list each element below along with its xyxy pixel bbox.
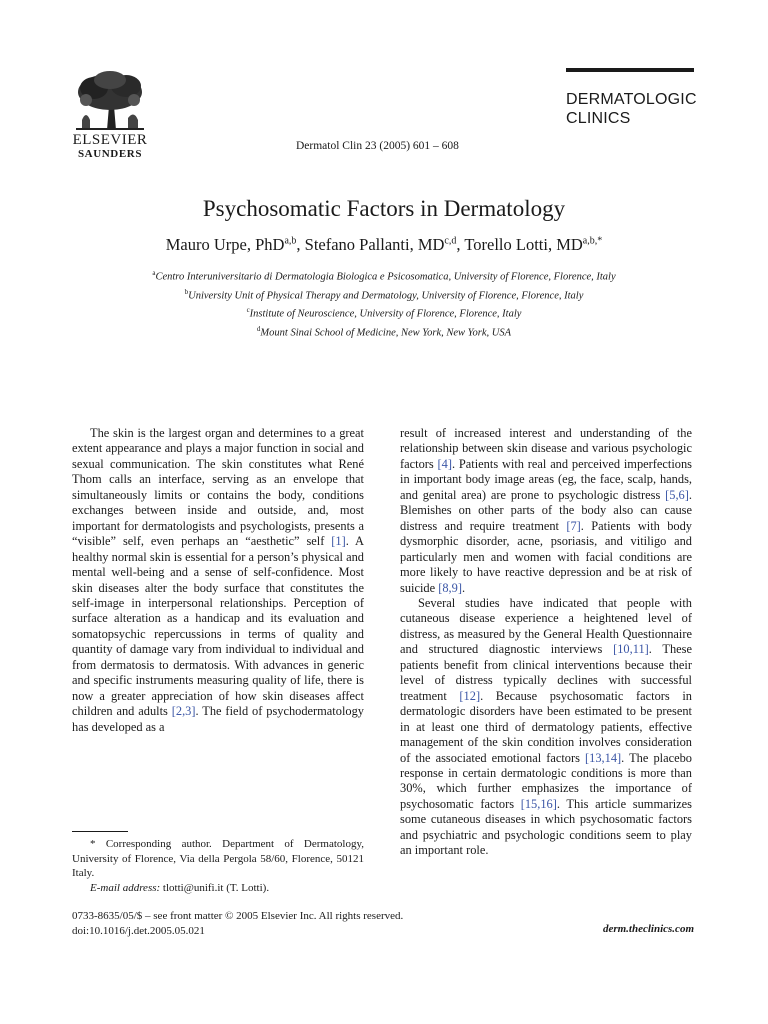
- email-label: E-mail address:: [90, 881, 161, 894]
- affiliation-marker: d: [256, 324, 261, 333]
- journal-name-line-1: DERMATOLOGIC: [566, 91, 697, 108]
- reference-link[interactable]: [1]: [331, 534, 346, 549]
- paragraph-text: The skin is the largest organ and determines to a great extent appearance and plays a major function in social and sexual communication. The skin constitutes what René Thom calls an interface, serving as an envelope that simultaneously limits or contains the body, conditions exchanges between inside and outside, and, most important for dermatologists and psychologists, presents a “visible” self, even perhaps an “aesthetic” self: [72, 426, 364, 549]
- paragraph-text: . Patients with body dysmorphic disorder, acne, psoriasis, and vitiligo and particularly men and women with facial conditions are more likely to have reactive depression and be at risk of suicide: [400, 518, 692, 595]
- journal-name: [566, 90, 706, 128]
- author-separator: ,: [296, 235, 305, 254]
- author-affiliation-marker: a,b,: [582, 235, 598, 247]
- doi[interactable]: doi:10.1016/j.det.2005.05.021: [72, 924, 205, 937]
- paragraph-text: . The field of psychodermatology has developed as a: [72, 704, 364, 734]
- elsevier-tree-icon: [72, 70, 148, 132]
- paragraph-text: . This article summarizes some cutaneous diseases in which psychosomatic factors and psychiatric and psychologic conditions seem to play an important role.: [400, 796, 692, 858]
- publisher-name: ELSEVIER: [72, 132, 148, 148]
- author-list: [0, 235, 768, 255]
- reference-link[interactable]: [4]: [437, 456, 452, 471]
- paragraph-text: . A healthy normal skin is essential for a person’s physical and mental well-being and a sense of self-confidence. Most skin diseases alter the body surface that constitutes the self-image in interpersonal relationships. Perception of surface alteration as a handicap and its evaluation and somatopsychic repercussions in terms of quality and quantity of damage vary from individual to individual and from dermatosis to dermatosis. With advances in generic and specific instruments measuring quality of life, there is now a greater appreciation of how skin diseases affect children and adults: [72, 534, 364, 719]
- author-name: Torello Lotti, MD: [464, 235, 583, 254]
- author-name: Stefano Pallanti, MD: [304, 235, 445, 254]
- author-affiliation-marker: a,b: [284, 235, 297, 247]
- email-address[interactable]: tlotti@unifi.it (T. Lotti).: [160, 881, 270, 894]
- reference-link[interactable]: [12]: [459, 688, 481, 703]
- reference-link[interactable]: [8,9]: [438, 580, 462, 595]
- affiliation-text: Institute of Neuroscience, University of Florence, Florence, Italy: [249, 308, 522, 320]
- body-column-left: [72, 426, 364, 735]
- author-affiliation-marker: c,d: [444, 235, 457, 247]
- affiliation-item: [0, 266, 768, 285]
- reference-link[interactable]: [15,16]: [520, 796, 557, 811]
- paragraph-text: Several studies have indicated that people with cutaneous disease experience a heightened level of distress, as measured by the General Health Questionnaire and structured diagnostic interviews: [400, 595, 692, 657]
- affiliation-list: [0, 266, 768, 340]
- issn-copyright: 0733-8635/05/$ – see front matter © 2005 Elsevier Inc. All rights reserved.: [72, 910, 404, 922]
- affiliation-text: Mount Sinai School of Medicine, New York, New York, USA: [260, 327, 512, 338]
- author-name: Mauro Urpe, PhD: [165, 235, 285, 254]
- reference-link[interactable]: [2,3]: [171, 704, 196, 719]
- journal-header-rule: [566, 68, 694, 72]
- body-column-right: [400, 426, 692, 859]
- journal-name-line-2: CLINICS: [566, 110, 631, 127]
- reference-link[interactable]: [7]: [566, 518, 581, 533]
- affiliation-item: [0, 285, 768, 304]
- paragraph-text: . Blemishes on other parts of the body also can cause distress and require treatment: [400, 487, 692, 533]
- publisher-imprint: SAUNDERS: [77, 148, 143, 160]
- affiliation-marker: b: [184, 287, 189, 296]
- affiliation-text: Centro Interuniversitario di Dermatologia Biologica e Psicosomatica, University of Florence, Florence, Italy: [155, 271, 616, 283]
- corresponding-author-asterisk: *: [597, 235, 603, 247]
- affiliation-marker: a: [152, 269, 156, 277]
- affiliation-item: [0, 322, 768, 341]
- reference-link[interactable]: [5,6]: [665, 487, 689, 502]
- journal-citation: Dermatol Clin 23 (2005) 601 – 608: [296, 140, 459, 152]
- body-paragraph: [72, 426, 364, 735]
- copyright-block: [72, 909, 403, 938]
- body-paragraph: [400, 426, 692, 596]
- footnote-email: [72, 881, 364, 896]
- author-separator: ,: [456, 235, 465, 254]
- journal-website[interactable]: derm.theclinics.com: [602, 923, 694, 935]
- publisher-logo: [70, 70, 150, 160]
- article-title: Psychosomatic Factors in Dermatology: [202, 196, 566, 221]
- footnote-text: * Corresponding author. Department of Dermatology, University of Florence, Via della Pergola 58/60, Florence, 50121 Italy.: [72, 838, 364, 879]
- affiliation-item: [0, 303, 768, 322]
- paragraph-text: .: [461, 580, 466, 595]
- paragraph-text: . The placebo response in certain dermatologic conditions is more than 30%, which further emphasizes the importance of psychosomatic factors: [400, 750, 692, 811]
- reference-link[interactable]: [13,14]: [585, 750, 622, 765]
- paragraph-text: . Because psychosomatic factors in dermatologic disorders have been estimated to be present in at least one third of dermatology patients, effective management of the skin condition involves consideration of the associated emotional factors: [400, 688, 692, 765]
- corresponding-author-footnote: [72, 837, 364, 895]
- affiliation-marker: c: [246, 306, 250, 314]
- affiliation-text: University Unit of Physical Therapy and Dermatology, University of Florence, Florence, Italy: [188, 290, 584, 301]
- body-paragraph: [400, 596, 692, 859]
- paragraph-text: result of increased interest and understanding of the relationship between skin disease and various psychologic factors: [400, 426, 692, 471]
- paragraph-text: . Patients with real and perceived imperfections in important body image areas (eg, the face, scalp, hands, and genital area) are prone to psychologic distress: [400, 456, 692, 502]
- reference-link[interactable]: [10,11]: [613, 642, 649, 657]
- footnote-rule: [72, 831, 128, 832]
- paragraph-text: . These patients benefit from clinical interventions because their level of distress typically declines with successful treatment: [400, 642, 693, 703]
